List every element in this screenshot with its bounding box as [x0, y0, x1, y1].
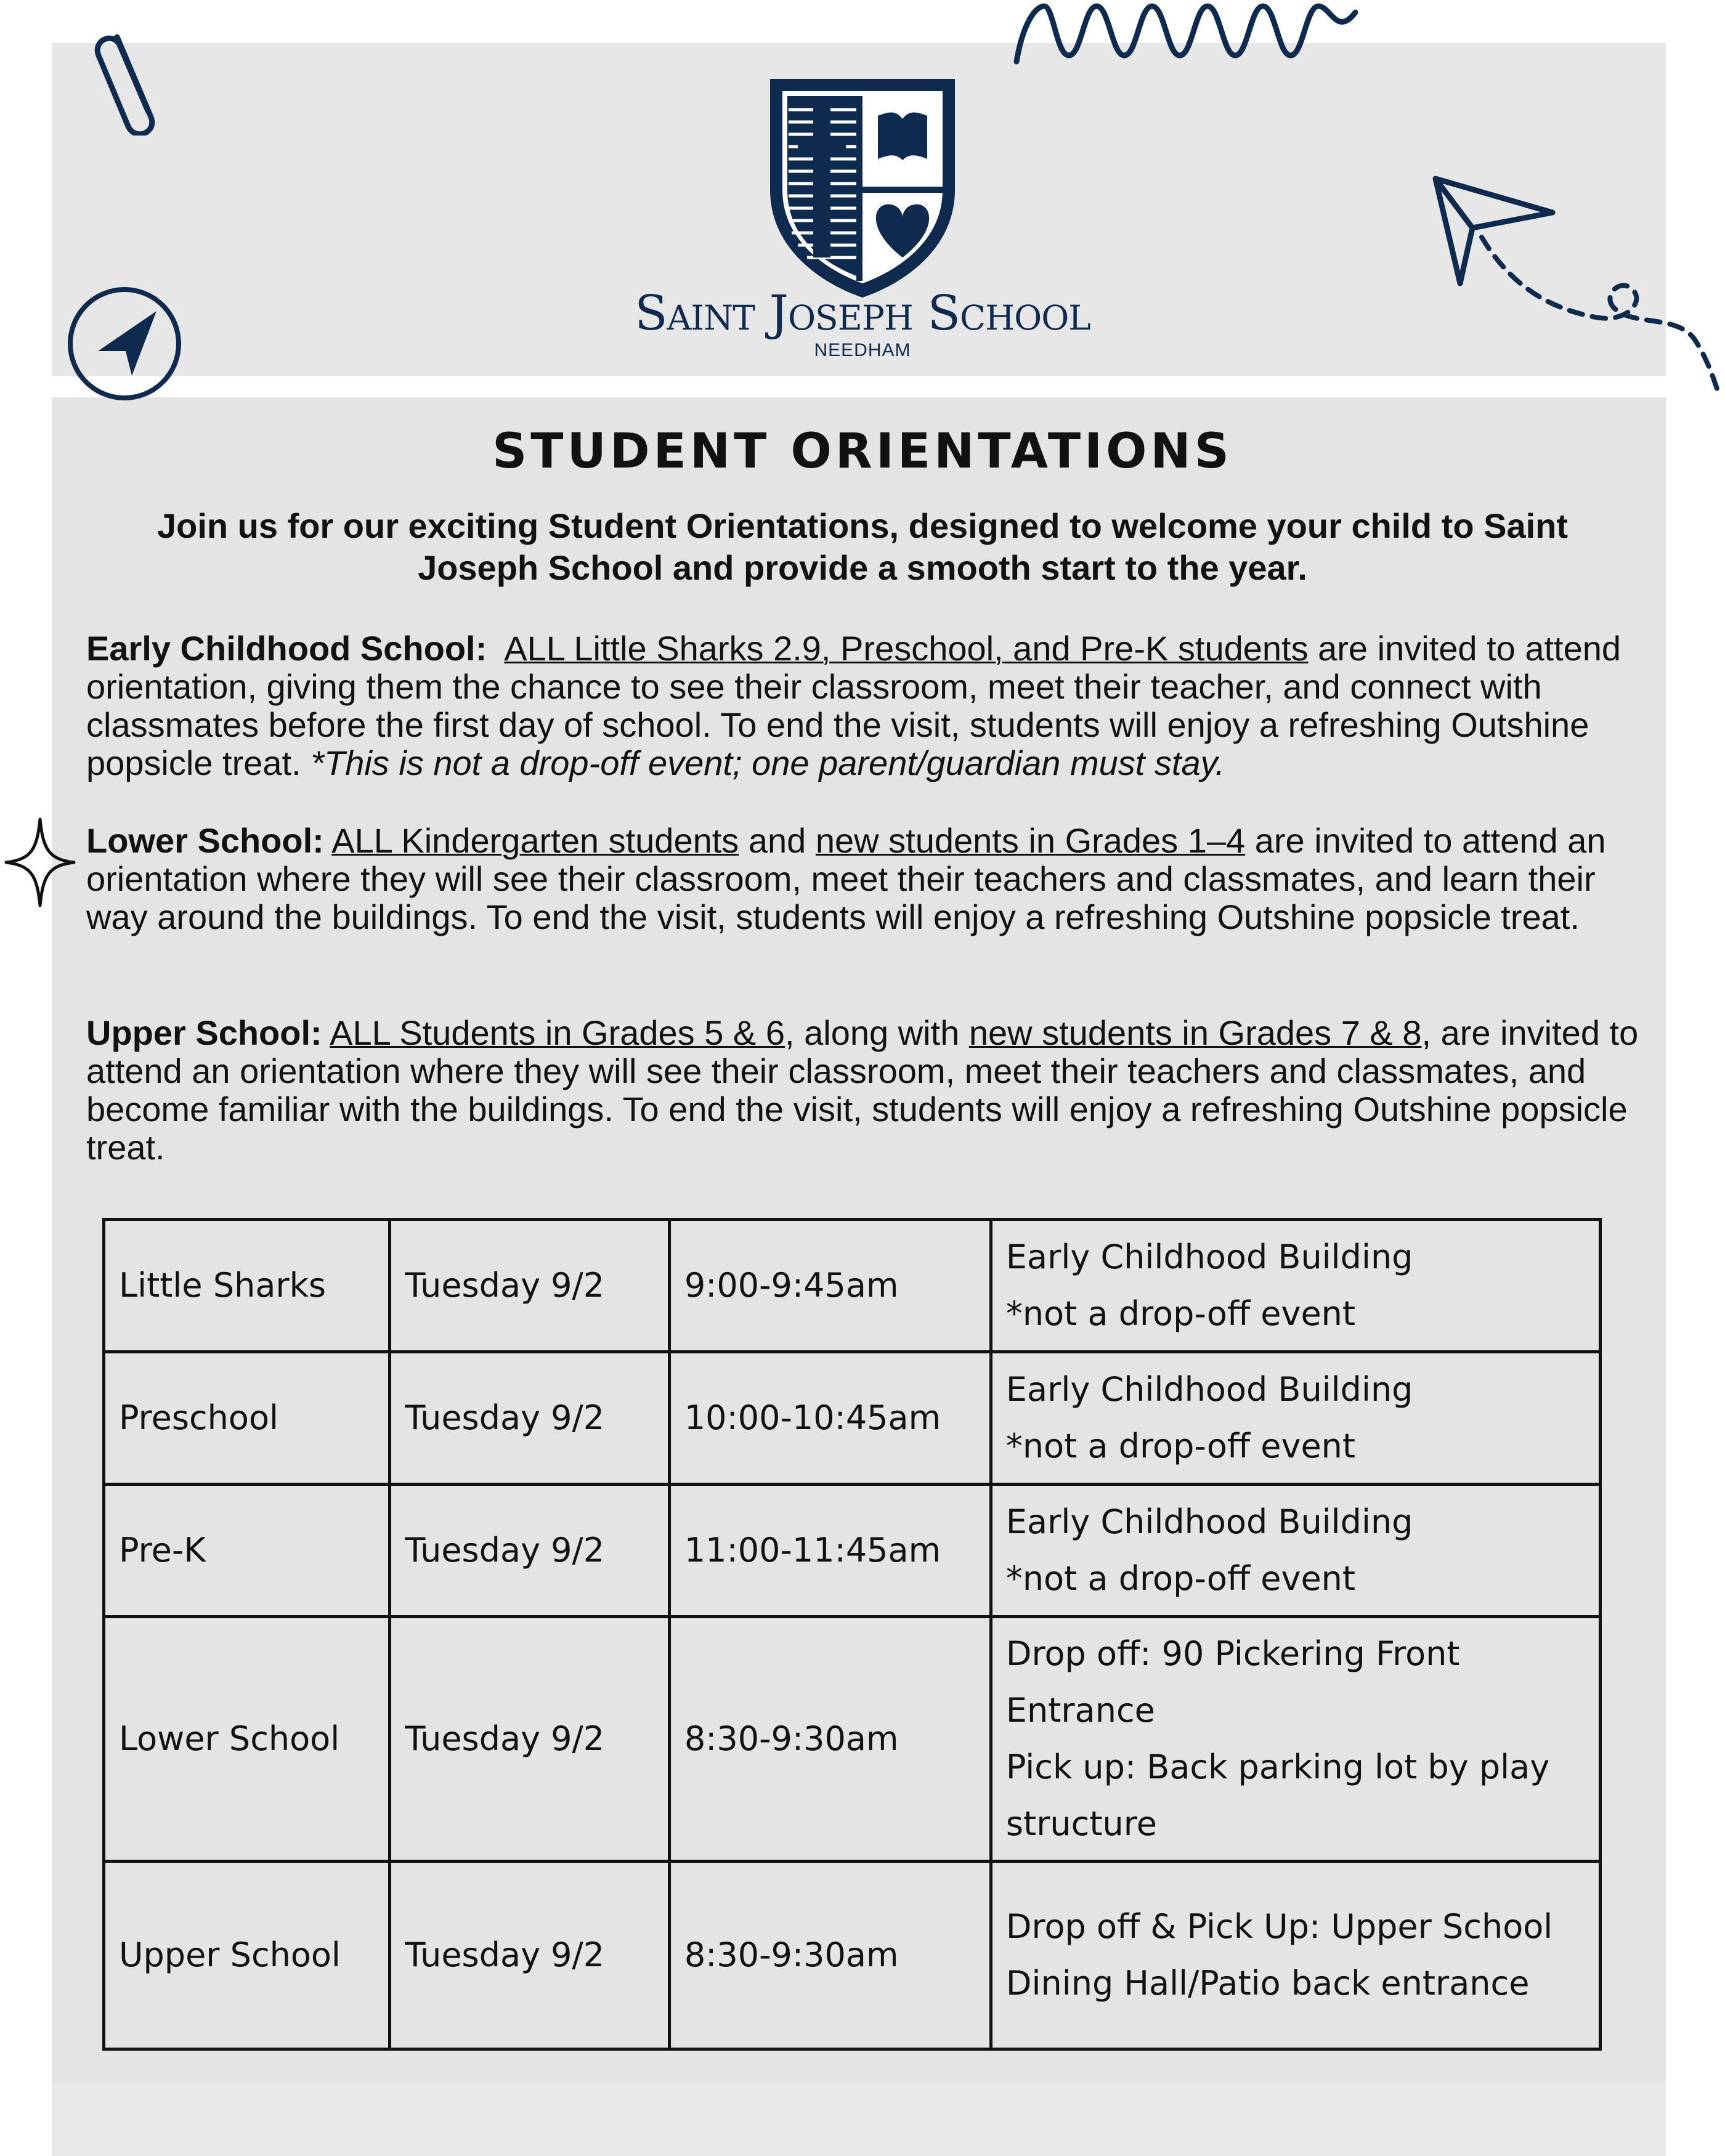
page-title: STUDENT ORIENTATIONS [492, 424, 1233, 479]
group-cell: Pre-K [104, 1485, 390, 1617]
school-town: NEEDHAM [814, 340, 911, 360]
compass-arrow-icon [64, 283, 185, 404]
location-line: Early Childhood Building [1005, 1502, 1413, 1541]
location-line: Drop off: 90 Pickering Front Entrance [1005, 1634, 1460, 1730]
table-row [104, 1617, 1601, 1862]
table-row [104, 1220, 1601, 1352]
location-note: Pick up: Back parking lot by play structure [1005, 1748, 1550, 1843]
paperclip-icon [92, 12, 179, 136]
location-line: Early Childhood Building [1005, 1238, 1413, 1276]
paper-plane-icon [1423, 166, 1725, 400]
location-note: *not a drop-off event [1005, 1427, 1356, 1465]
lower-school-paragraph [86, 822, 1639, 936]
time-cell: 11:00-11:45am [669, 1485, 991, 1617]
lower-school-new-students-link: new students in Grades 1–4 [815, 821, 1246, 860]
sparkle-icon [0, 813, 80, 912]
location-line: Drop off & Pick Up: Upper School Dining Hall/Patio back entrance [1005, 1907, 1553, 2003]
upper-school-text: , are invited to attend an orientation where they will see their classroom, meet their teachers and classmates, and become familiar with the buildings. To end the visit, students will enjoy a refreshing Outshine popsicle treat. [86, 1013, 1639, 1167]
location-cell [991, 1352, 1600, 1485]
day-cell: Tuesday 9/2 [390, 1352, 669, 1485]
day-cell: Tuesday 9/2 [390, 1220, 669, 1352]
location-note: *not a drop-off event [1005, 1294, 1356, 1333]
upper-school-mid: , along with [784, 1013, 969, 1052]
lower-school-label: Lower School: [86, 821, 324, 860]
intro-text: Join us for our exciting Student Orientations, designed to welcome your child to Saint Joseph School and provide a smooth start to the year. [156, 506, 1568, 587]
group-cell: Little Sharks [104, 1220, 390, 1352]
location-cell [991, 1617, 1600, 1862]
time-cell: 8:30-9:30am [669, 1862, 991, 2049]
upper-school-new-students-link: new students in Grades 7 & 8 [968, 1013, 1422, 1052]
time-cell: 10:00-10:45am [669, 1352, 991, 1485]
table-row [104, 1485, 1601, 1617]
upper-school-paragraph [86, 1014, 1639, 1167]
group-cell: Lower School [104, 1617, 390, 1862]
lower-school-kindergarten-link: ALL Kindergarten students [331, 821, 739, 860]
early-childhood-students-link: ALL Little Sharks 2.9, Preschool, and Pre-K students [504, 629, 1309, 668]
day-cell: Tuesday 9/2 [390, 1485, 669, 1617]
location-line: Early Childhood Building [1005, 1370, 1413, 1409]
lower-school-text: are invited to attend an orientation where they will see their classroom, meet their teachers and classmates, and learn their way around the buildings. To end the visit, students will enjoy a refreshing Outshine popsicle treat. [86, 821, 1606, 936]
day-cell: Tuesday 9/2 [390, 1617, 669, 1862]
early-childhood-paragraph [86, 630, 1639, 782]
zigzag-icon [1010, 0, 1392, 74]
lower-school-and: and [739, 821, 816, 860]
location-cell [991, 1862, 1600, 2049]
table-row [104, 1862, 1601, 2049]
early-childhood-label: Early Childhood School: [86, 629, 487, 668]
early-childhood-note: *This is not a drop-off event; one parent/guardian must stay. [310, 744, 1225, 782]
school-crest-logo [764, 73, 961, 301]
table-row [104, 1352, 1601, 1485]
time-cell: 9:00-9:45am [669, 1220, 991, 1352]
upper-school-grades-5-6-link: ALL Students in Grades 5 & 6 [330, 1013, 785, 1052]
paper-footer-background [52, 2082, 1666, 2156]
school-name: Saint Joseph School [635, 286, 1090, 341]
location-note: *not a drop-off event [1005, 1559, 1356, 1598]
upper-school-label: Upper School: [86, 1013, 322, 1052]
time-cell: 8:30-9:30am [669, 1617, 991, 1862]
early-childhood-text: are invited to attend orientation, giving them the chance to see their classroom, meet their teacher, and connect with classmates before the first day of school. To end the visit, students will enjoy a refreshing Outshine popsicle treat. [86, 629, 1622, 782]
location-cell [991, 1220, 1600, 1352]
location-cell [991, 1485, 1600, 1617]
orientation-schedule-table [102, 1218, 1602, 2051]
day-cell: Tuesday 9/2 [390, 1862, 669, 2049]
group-cell: Preschool [104, 1352, 390, 1485]
group-cell: Upper School [104, 1862, 390, 2049]
